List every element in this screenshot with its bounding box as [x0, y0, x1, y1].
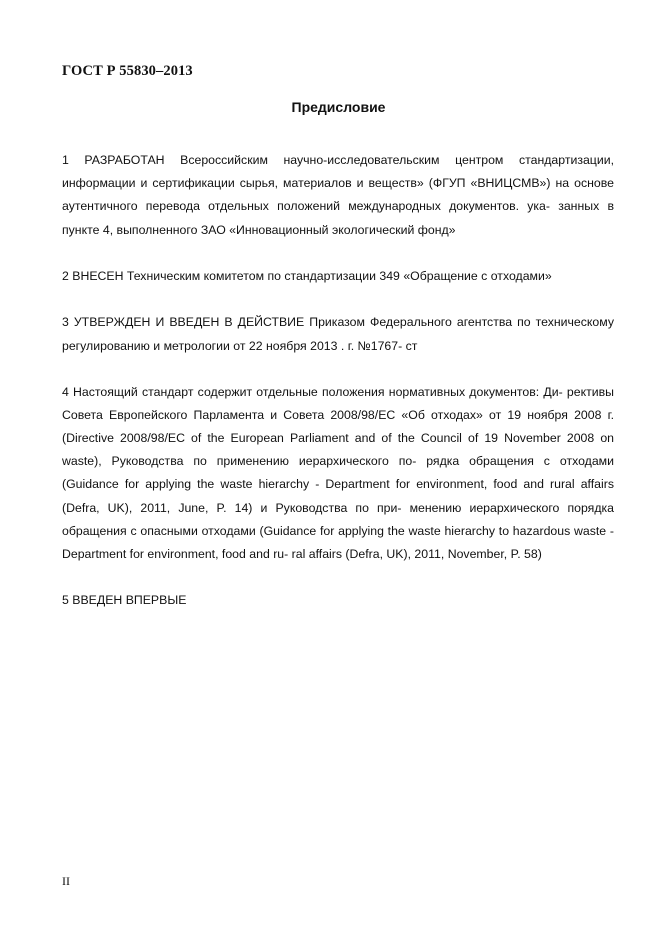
paragraph-approved: 3 УТВЕРЖДЕН И ВВЕДЕН В ДЕЙСТВИЕ Приказом Федерального агентства по техническому регулированию и метрологии от 22 ноября 2013 . г. №1767- ст	[62, 315, 614, 353]
paragraph-developed-by: 1 РАЗРАБОТАН Всероссийским научно-исследовательским центром стандартизации, информации и сертификации сырья, материалов и веществ» (ФГУП «ВНИЦСМВ») на основе аутентичного перевода отдельных положений международных документов. ука- занных в пункте 4, выполненного ЗАО «Инновационный экологический фонд»	[62, 153, 614, 237]
page-number: II	[62, 874, 70, 888]
section-title: Предисловие	[291, 99, 386, 115]
paragraph-first-introduced: 5 ВВЕДЕН ВПЕРВЫЕ	[62, 592, 187, 607]
foreword-body	[62, 149, 614, 635]
paragraph-source-documents: 4 Настоящий стандарт содержит отдельные положения нормативных документов: Ди- рективы Совета Европейского Парламента и Совета 2008/98/ЕС «Об отходах» от 19 ноября 2008 г. (Directive 2008/98/EC of the European Parliament and of the Council of 19 November 2008 on waste), Руководства по применению иерархического по- рядка обращения с отходами (Guidance for applying the waste hierarchy - Department for environment, food and rural affairs (Defra, UK), 2011, June, P. 14) и Руководства по при- менению иерархического порядка обращения с опасными отходами (Guidance for applying the waste hierarchy to hazardous waste - Department for environment, food and ru- ral affairs (Defra, UK), 2011, November, P. 58)	[62, 384, 614, 561]
document-code: ГОСТ Р 55830–2013	[62, 63, 193, 79]
paragraph-submitted-by: 2 ВНЕСЕН Техническим комитетом по стандартизации 349 «Обращение с отходами»	[62, 268, 552, 283]
